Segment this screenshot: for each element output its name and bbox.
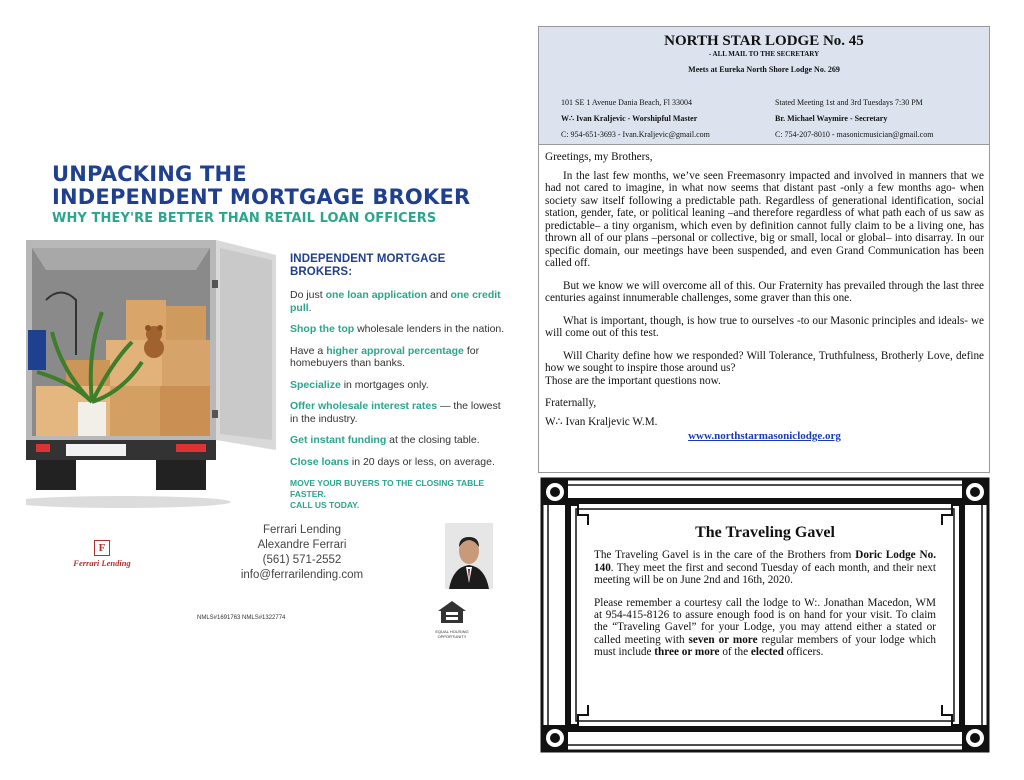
meeting-schedule: Stated Meeting 1st and 3rd Tuesdays 7:30 PM: [775, 98, 923, 107]
letterhead-left-column: [561, 95, 710, 143]
benefit-item: Specialize in mortgages only.: [290, 378, 429, 391]
benefit-item: Shop the top wholesale lenders in the nation.: [290, 323, 505, 335]
broker-benefits-list: [290, 253, 510, 511]
broker-contact: [227, 523, 377, 583]
contact-email: info@ferrarilending.com: [240, 569, 364, 581]
call-to-action: MOVE YOUR BUYERS TO THE CLOSING TABLE FASTER. CALL US TODAY.: [290, 478, 485, 510]
closing: Fraternally,: [545, 397, 597, 409]
ad-title-line-2: INDEPENDENT MORTGAGE BROKER: [52, 185, 471, 209]
lodge-name: NORTH STAR LODGE No. 45: [664, 33, 864, 49]
secretary: Br. Michael Waymire - Secretary: [775, 114, 888, 123]
ad-subtitle: WHY THEY'RE BETTER THAN RETAIL LOAN OFFICERS: [52, 211, 437, 226]
benefit-item: Close loans in 20 days or less, on average.: [290, 455, 495, 468]
letter-paragraph: But we know we will overcome all of this. Our Fraternity has prevailed through the last three centuries against innumerable challenges, some graver than this one.: [545, 279, 984, 304]
lodge-letter: [538, 26, 990, 473]
benefit-item: Do just one loan application and one credit pull.: [290, 289, 501, 314]
ferrari-logo-text: Ferrari Lending: [73, 558, 131, 568]
greeting: Greetings, my Brothers,: [545, 151, 653, 163]
moving-truck-illustration: [26, 240, 278, 512]
ferrari-logo-mark: F: [94, 540, 110, 556]
letterhead-right-column: [775, 95, 933, 143]
questions-line: Those are the important questions now.: [545, 374, 721, 387]
nmls-numbers: NMLS#1691763 NMLS#1322774: [197, 615, 286, 621]
ferrari-lending-logo: [62, 538, 142, 568]
letter-body: [539, 145, 989, 443]
gavel-title: The Traveling Gavel: [695, 524, 835, 541]
master-contact: C: 954-651-3693 - Ivan.Kraljevic@gmail.com: [561, 130, 710, 139]
gavel-paragraph: Please remember a courtesy call the lodge to W:. Jonathan Macedon, WM at 954-415-8126 to assure enough food is on hand for your visit. To claim the “Traveling Gavel” for your Lodge, you may attend either a stated or called meeting with seven or more regular members of your lodge which must include three or more of the elected officers.: [594, 596, 936, 659]
ad-title: [52, 163, 512, 209]
contact-company: Ferrari Lending: [263, 524, 341, 536]
lodge-letterhead: [539, 27, 989, 145]
traveling-gavel-box: [540, 477, 990, 753]
benefits-heading: INDEPENDENT MORTGAGE BROKERS:: [290, 253, 446, 278]
mail-note: - ALL MAIL TO THE SECRETARY: [708, 50, 820, 58]
broker-headshot: [445, 523, 493, 589]
ad-title-line-1: UNPACKING THE: [52, 162, 247, 186]
secretary-contact: C: 754-207-8010 - masonicmusician@gmail.com: [775, 130, 934, 139]
gavel-paragraph: The Traveling Gavel is in the care of the Brothers from Doric Lodge No. 140. They meet the first and second Tuesday of each month, and their next meeting will be on June 2nd and 16th, 2020.: [594, 549, 936, 587]
contact-phone: (561) 571-2552: [262, 554, 342, 566]
signature: W∴ Ivan Kraljevic W.M.: [545, 415, 658, 428]
website-link-container: [545, 430, 984, 443]
mortgage-ad: [22, 145, 510, 650]
letter-paragraph: Will Charity define how we responded? Will Tolerance, Truthfulness, Brotherly Love, define how we sought to inspire those around us?: [545, 349, 984, 374]
letter-paragraph: In the last few months, we’ve seen Freemasonry impacted and involved in manners that we had not cared to imagine, in what now seems that distant past -only a few months ago- when society saw itself following a predictable path. Regardless of generational identification, social station, gender, fate, or political leaning –and therefore regardless of what path each of us saw as predictable– a tiny organism, which even by definition cannot fully claim to be a living one, has thrown all of our plans –personal or collective, big or small, local or global– into disarray. In our specific domain, our meetings have been suspended, and even Grand Communication has been called off.: [545, 169, 984, 269]
lodge-address: 101 SE 1 Avenue Dania Beach, Fl 33004: [561, 98, 692, 107]
benefit-item: Get instant funding at the closing table.: [290, 434, 480, 446]
equal-housing-icon: [437, 600, 467, 624]
worshipful-master: W∴ Ivan Kraljevic - Worshipful Master: [561, 114, 698, 123]
benefit-item: Have a higher approval percentage for homebuyers than banks.: [290, 344, 480, 369]
gavel-content: [594, 524, 936, 669]
equal-housing-logo: EQUAL HOUSING OPPORTUNITY: [432, 600, 472, 639]
contact-name: Alexandre Ferrari: [257, 539, 347, 551]
benefit-item: Offer wholesale interest rates — the lowest in the industry.: [290, 400, 501, 425]
meeting-location: Meets at Eureka North Shore Lodge No. 269: [688, 65, 840, 74]
lodge-website-link[interactable]: www.northstarmasoniclodge.org: [688, 430, 841, 442]
letter-paragraph: What is important, though, is how true to ourselves -to our Masonic principles and ideals- we will come out of this test.: [545, 314, 984, 339]
